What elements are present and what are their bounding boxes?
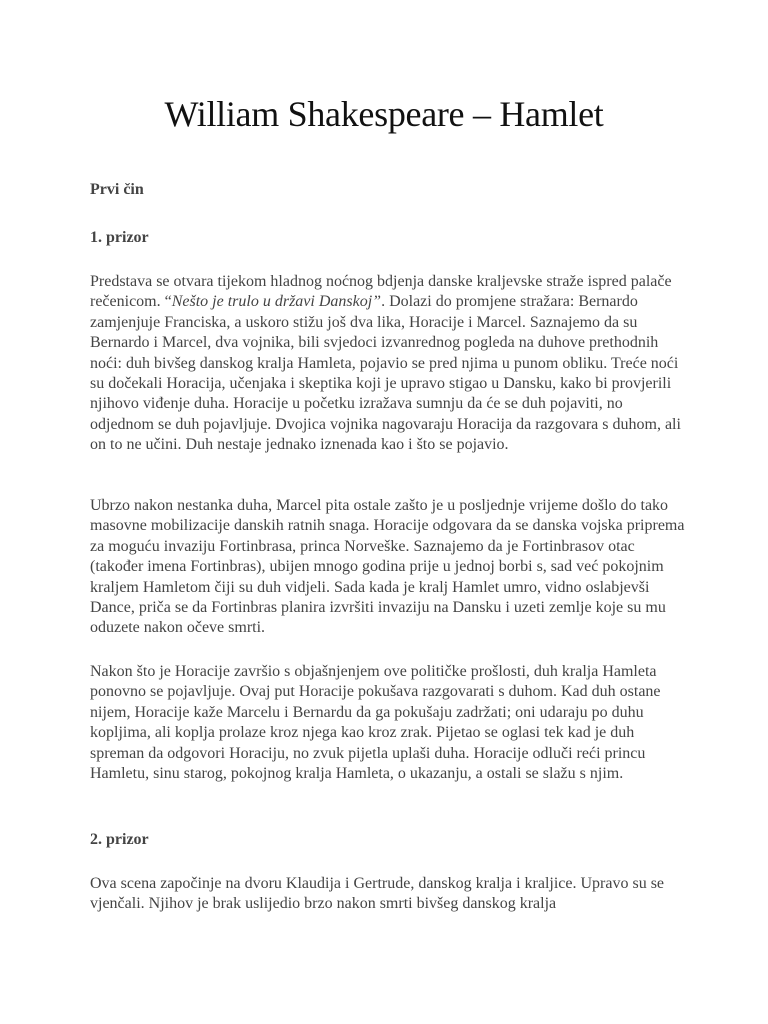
paragraph-1-intro: Predstava se otvara tijekom hladnog noćnog bdjenja danske kraljevske straže ispred palače rečenicom. “ xyxy=(90,273,672,311)
paragraph-4: Ova scena započinje na dvoru Klaudija i Gertrude, danskog kralja i kraljice. Upravo su se vjenčali. Njihov je brak uslijedio brzo nakon smrti bivšeg danskog kralja xyxy=(90,875,665,913)
act-heading: Prvi čin xyxy=(90,181,144,198)
paragraph-1-rest: . Dolazi do promjene stražara: Bernardo zamjenjuje Franciska, a uskoro stižu još dva lika, Horacije i Marcel. Saznajemo da su Bernardo i Marcel, dva vojnika, bili svjedoci izvanrednog pogleda na duhove prethodnih noći: duh bivšeg danskog kralja Hamleta, pojavio se pred njima u punom obliku. Treće noći su dočekali Horacija, učenjaka i skeptika koji je upravo stigao u Dansku, kako bi provjerili njihovo viđenje duha. Horacije u početku izražava sumnju da će se duh pojaviti, no odjednom se duh pojavljuje. Dvojica vojnika nagovaraju Horacija da razgovara s duhom, ali on to ne učini. Duh nestaje jednako iznenada kao i što se pojavio. xyxy=(90,293,681,454)
paragraph-3: Nakon što je Horacije završio s objašnjenjem ove političke prošlosti, duh kralja Hamleta ponovno se pojavljuje. Ovaj put Horacije pokušava razgovarati s duhom. Kad duh ostane nijem, Horacije kaže Marcelu i Bernardu da ga pokušaju zadržati; oni udaraju po duhu kopljima, ali koplja prolaze kroz njega kao kroz zrak. Pijetao se oglasi tek kad je duh spreman da odgovori Horaciju, no zvuk pijetla uplaši duha. Horacije odluči reći princu Hamletu, sinu starog, pokojnog kralja Hamleta, o ukazanju, a ostali se slažu s njim. xyxy=(90,663,661,783)
document-title: William Shakespeare – Hamlet xyxy=(164,94,604,134)
paragraph-1 xyxy=(90,272,686,456)
scene-heading-2: 2. prizor xyxy=(90,831,149,848)
paragraph-2: Ubrzo nakon nestanka duha, Marcel pita ostale zašto je u posljednje vrijeme došlo do tako masovne mobilizacije danskih ratnih snaga. Horacije odgovara da se danska vojska priprema za moguću invaziju Fortinbrasa, princa Norveške. Saznajemo da je Fortinbrasov otac (također imena Fortinbras), ubijen mnogo godina prije u jednoj borbi s, sad već pokojnim kraljem Hamletom čiji su duh vidjeli. Sada kada je kralj Hamlet umro, vidno oslabjevši Dance, priča se da Fortinbras planira izvršiti invaziju na Dansku i uzeti zemlje koje su mu oduzete nakon očeve smrti. xyxy=(90,497,685,637)
paragraph-1-quote: Nešto je trulo u državi Danskoj” xyxy=(171,293,382,311)
scene-heading-1: 1. prizor xyxy=(90,229,149,246)
